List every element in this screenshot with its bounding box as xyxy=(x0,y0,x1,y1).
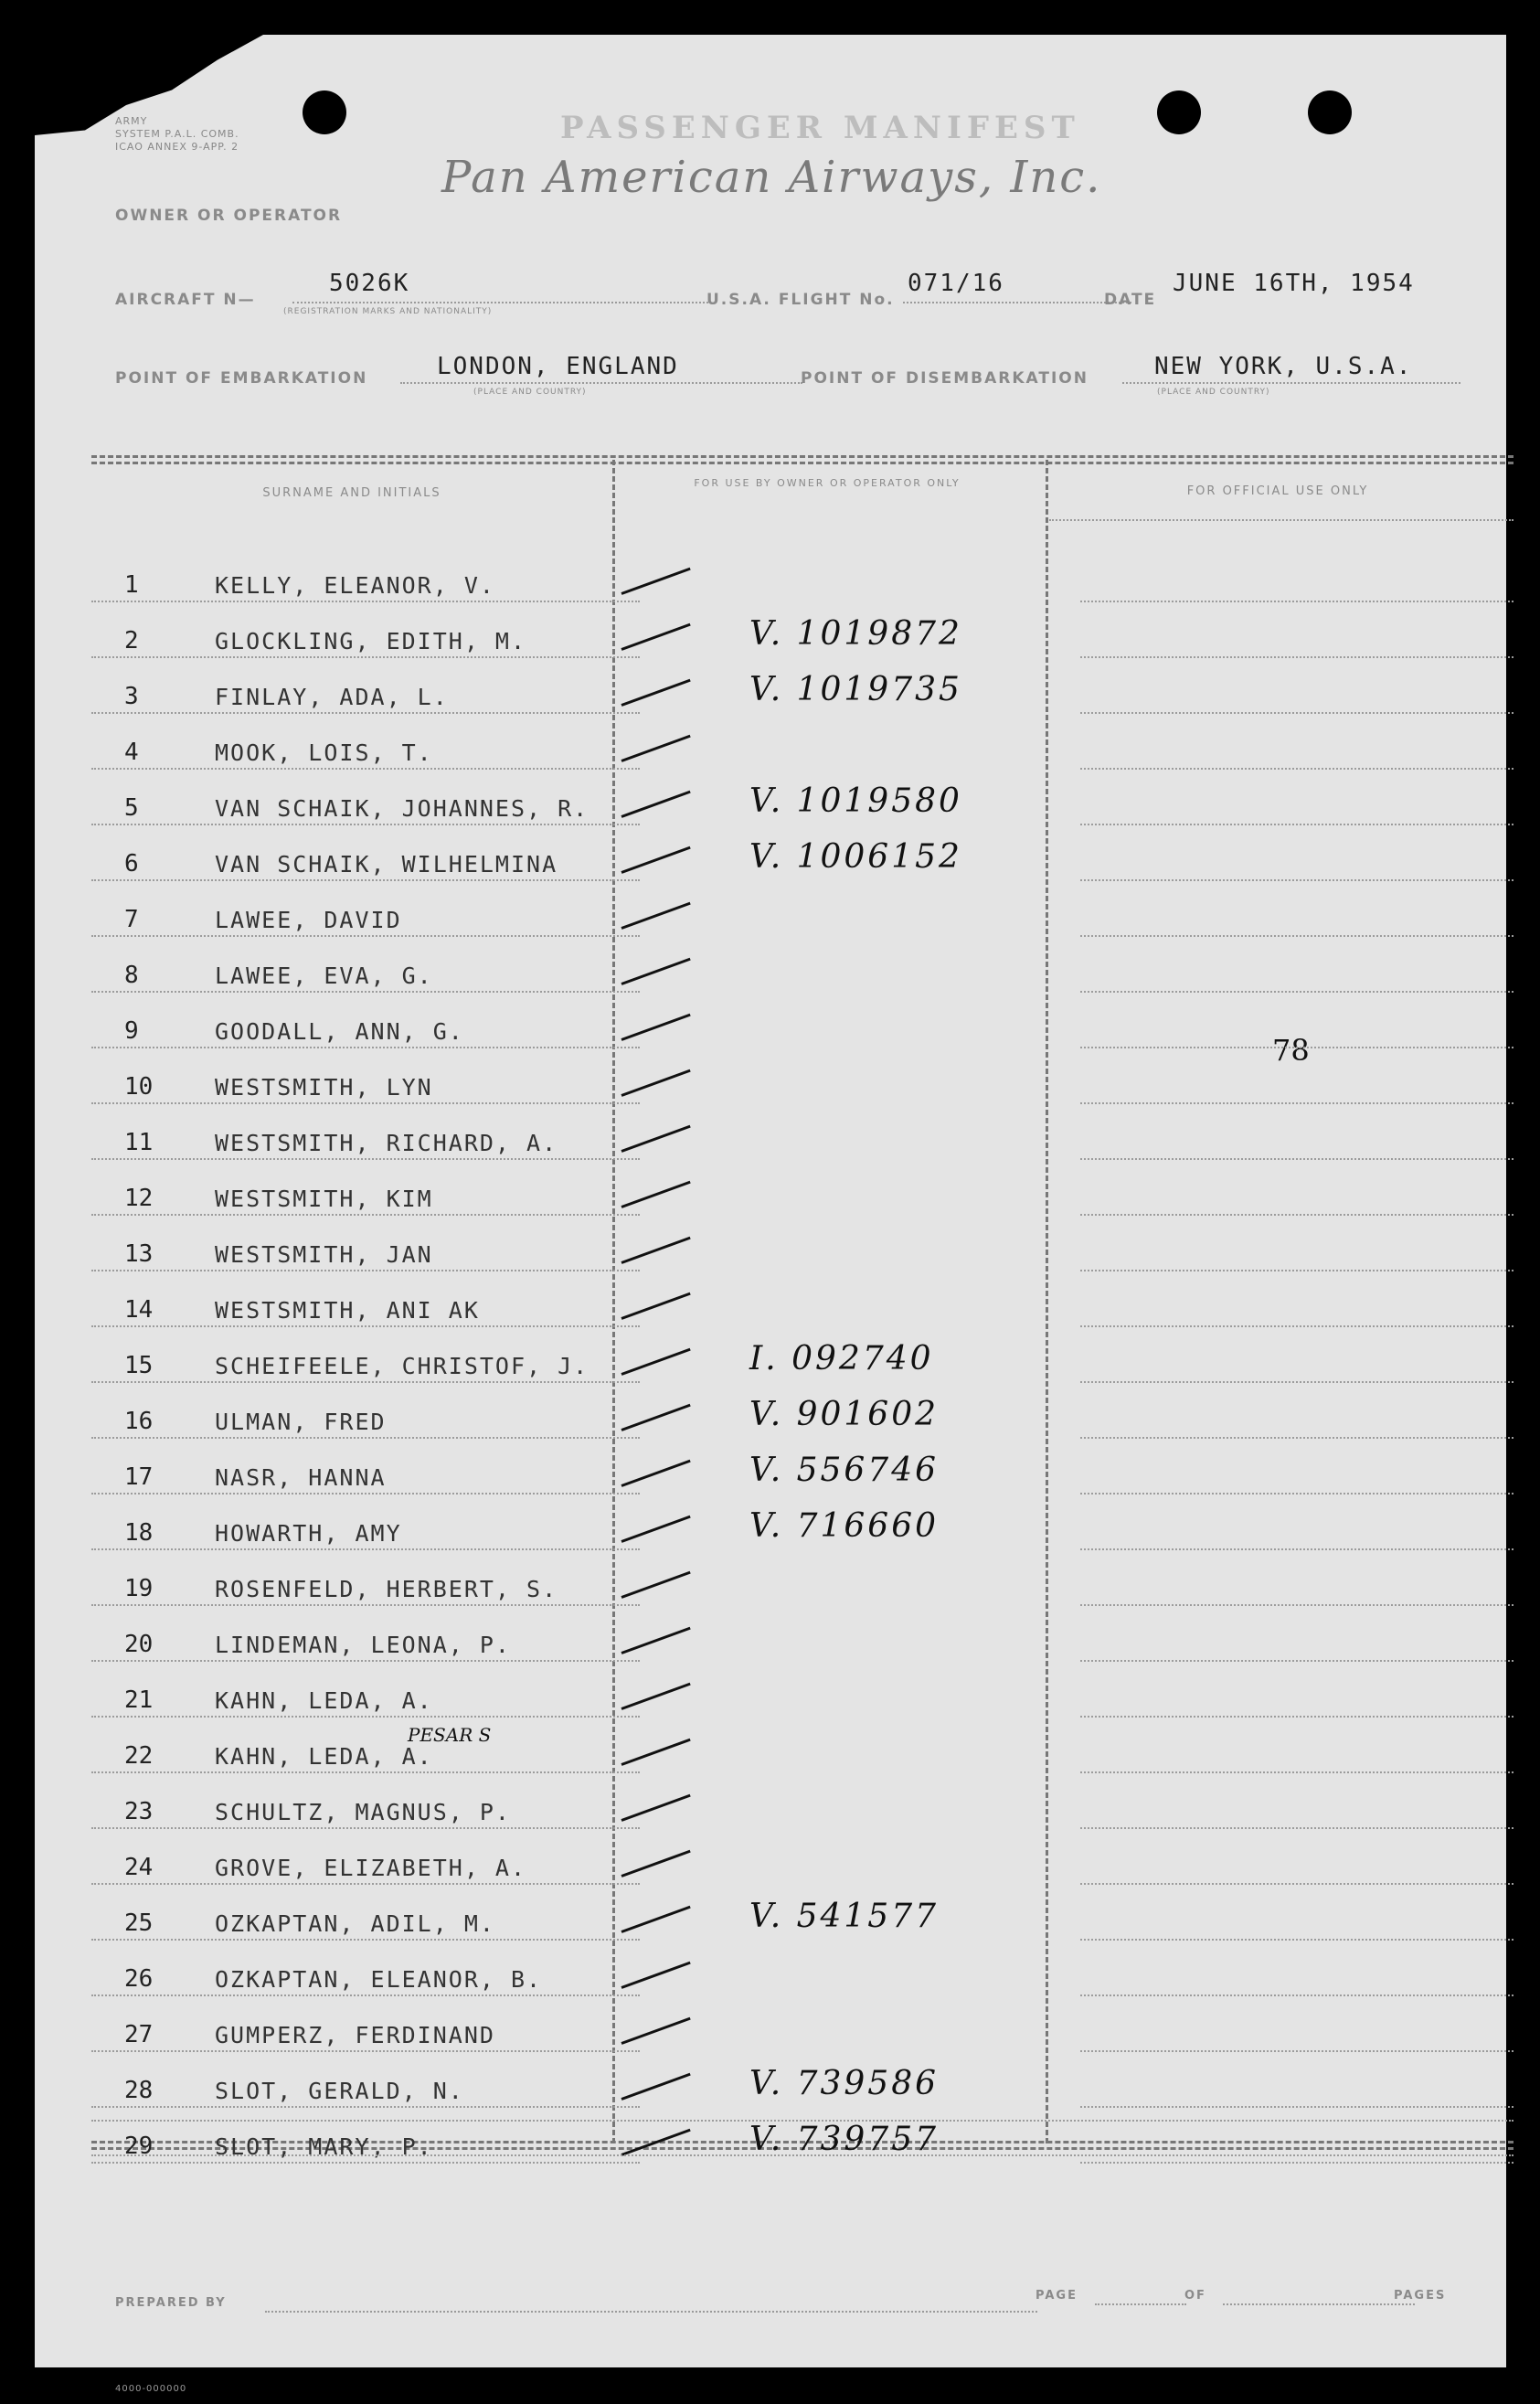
passenger-name: GROVE, ELIZABETH, A. xyxy=(215,1855,527,1881)
passenger-number: 16 xyxy=(124,1408,154,1435)
check-mark xyxy=(621,1739,690,1766)
passenger-name: SLOT, MARY, P. xyxy=(215,2133,433,2160)
passenger-row xyxy=(91,1606,1513,1662)
passenger-number: 19 xyxy=(124,1575,154,1602)
passenger-number: 17 xyxy=(124,1463,154,1491)
visa-number: V. 1006152 xyxy=(749,838,962,876)
passenger-name: LINDEMAN, LEONA, P. xyxy=(215,1632,511,1658)
passenger-name: WESTSMITH, LYN xyxy=(215,1074,433,1101)
passenger-name: WESTSMITH, RICHARD, A. xyxy=(215,1130,558,1156)
passenger-number: 28 xyxy=(124,2077,154,2104)
check-mark xyxy=(621,1237,690,1264)
passenger-number: 8 xyxy=(124,962,139,989)
passenger-number: 11 xyxy=(124,1129,154,1156)
passenger-name: LAWEE, DAVID xyxy=(215,907,402,933)
passenger-number: 14 xyxy=(124,1296,154,1324)
visa-number: V. 901602 xyxy=(749,1396,940,1433)
passenger-row xyxy=(91,1996,1513,2052)
visa-number: I. 092740 xyxy=(749,1340,934,1378)
passenger-row xyxy=(91,1829,1513,1885)
passenger-row xyxy=(91,1550,1513,1606)
airline-name: Pan American Airways, Inc. xyxy=(441,152,1102,203)
handwritten-correction: PESAR S xyxy=(408,1724,492,1746)
passenger-row xyxy=(91,1104,1513,1160)
check-mark xyxy=(621,902,690,930)
passenger-number: 2 xyxy=(124,627,139,654)
passenger-number: 26 xyxy=(124,1965,154,1993)
passenger-name: OZKAPTAN, ELEANOR, B. xyxy=(215,1966,543,1993)
check-mark xyxy=(621,846,690,874)
passenger-row xyxy=(91,547,1513,602)
visa-number: V. 739586 xyxy=(749,2065,940,2102)
passenger-row xyxy=(91,825,1513,881)
passenger-name: MOOK, LOIS, T. xyxy=(215,739,433,766)
embark-value: LONDON, ENGLAND xyxy=(437,353,679,380)
check-mark xyxy=(621,2017,690,2045)
of-label: OF xyxy=(1184,2289,1206,2303)
aircraft-sub: (REGISTRATION MARKS AND NATIONALITY) xyxy=(283,307,493,316)
visa-number: V. 1019580 xyxy=(749,782,962,820)
owner-use-column-header: FOR USE BY OWNER OR OPERATOR ONLY xyxy=(694,477,961,489)
passenger-name: NASR, HANNA xyxy=(215,1464,387,1491)
check-mark xyxy=(621,1516,690,1543)
check-mark xyxy=(621,1181,690,1208)
passenger-name: ULMAN, FRED xyxy=(215,1409,387,1435)
passenger-name: SCHEIFEELE, CHRISTOF, J. xyxy=(215,1353,589,1379)
check-mark xyxy=(621,1125,690,1153)
passenger-number: 9 xyxy=(124,1017,139,1045)
page-label: PAGE xyxy=(1036,2289,1078,2303)
flight-label: U.S.A. FLIGHT No. xyxy=(706,291,895,309)
official-use-column-header: FOR OFFICIAL USE ONLY xyxy=(1186,484,1369,498)
visa-number: V. 1019872 xyxy=(749,615,962,653)
check-mark xyxy=(621,1571,690,1599)
passenger-row xyxy=(91,602,1513,658)
check-mark xyxy=(621,1683,690,1710)
visa-number: V. 716660 xyxy=(749,1507,940,1545)
pages-label: PAGES xyxy=(1394,2289,1447,2303)
check-mark xyxy=(621,1962,690,1989)
passenger-name: WESTSMITH, KIM xyxy=(215,1186,433,1212)
passenger-row xyxy=(91,1383,1513,1439)
check-mark xyxy=(621,1292,690,1320)
aircraft-label: AIRCRAFT N— xyxy=(115,291,256,309)
check-mark xyxy=(621,1850,690,1877)
surname-column-header: SURNAME AND INITIALS xyxy=(262,486,441,500)
check-mark xyxy=(621,735,690,762)
punch-hole xyxy=(1157,90,1201,134)
passenger-name: KAHN, LEDA, A. xyxy=(215,1743,433,1770)
passenger-number: 24 xyxy=(124,1854,154,1881)
flight-value: 071/16 xyxy=(908,270,1004,297)
check-mark xyxy=(621,1460,690,1487)
passenger-number: 18 xyxy=(124,1519,154,1547)
passenger-number: 22 xyxy=(124,1742,154,1770)
passenger-number: 25 xyxy=(124,1909,154,1937)
passenger-row xyxy=(91,881,1513,937)
check-mark xyxy=(621,1014,690,1041)
passenger-row xyxy=(91,1662,1513,1718)
passenger-name: FINLAY, ADA, L. xyxy=(215,684,449,710)
passenger-number: 23 xyxy=(124,1798,154,1825)
form-ref-line: ARMY xyxy=(115,115,148,127)
passenger-name: WESTSMITH, JAN xyxy=(215,1241,433,1268)
passenger-name: GUMPERZ, FERDINAND xyxy=(215,2022,495,2048)
passenger-row xyxy=(91,714,1513,770)
passenger-number: 27 xyxy=(124,2021,154,2048)
passenger-number: 7 xyxy=(124,906,139,933)
passenger-row xyxy=(91,1160,1513,1216)
passenger-name: LAWEE, EVA, G. xyxy=(215,963,433,989)
check-mark xyxy=(621,1794,690,1822)
embark-sub: (PLACE AND COUNTRY) xyxy=(473,388,587,397)
passenger-name: GOODALL, ANN, G. xyxy=(215,1018,464,1045)
passenger-row xyxy=(91,1885,1513,1941)
form-number: 4000-000000 xyxy=(115,2384,187,2394)
disembark-value: NEW YORK, U.S.A. xyxy=(1154,353,1413,380)
passenger-name: VAN SCHAIK, JOHANNES, R. xyxy=(215,795,589,822)
check-mark xyxy=(621,958,690,985)
passenger-name: HOWARTH, AMY xyxy=(215,1520,402,1547)
passenger-row xyxy=(91,1327,1513,1383)
date-value: JUNE 16TH, 1954 xyxy=(1173,270,1415,297)
passenger-name: SLOT, GERALD, N. xyxy=(215,2078,464,2104)
passenger-name: GLOCKLING, EDITH, M. xyxy=(215,628,527,654)
passenger-name: VAN SCHAIK, WILHELMINA xyxy=(215,851,558,878)
passenger-number: 12 xyxy=(124,1185,154,1212)
passenger-number: 29 xyxy=(124,2133,154,2160)
visa-number: V. 1019735 xyxy=(749,671,962,708)
passenger-row xyxy=(91,1718,1513,1773)
check-mark xyxy=(621,568,690,595)
passenger-name: OZKAPTAN, ADIL, M. xyxy=(215,1910,495,1937)
passenger-row xyxy=(91,937,1513,993)
check-mark xyxy=(621,1627,690,1654)
visa-number: V. 541577 xyxy=(749,1898,940,1935)
check-mark xyxy=(621,679,690,707)
disembark-label: POINT OF DISEMBARKATION xyxy=(801,369,1089,388)
official-mark: 78 xyxy=(1272,1033,1310,1068)
form-ref xyxy=(115,115,239,154)
passenger-number: 6 xyxy=(124,850,139,878)
aircraft-value: 5026K xyxy=(329,270,410,297)
embark-label: POINT OF EMBARKATION xyxy=(115,369,368,388)
passenger-number: 5 xyxy=(124,794,139,822)
check-mark xyxy=(621,1348,690,1376)
passenger-number: 3 xyxy=(124,683,139,710)
visa-number: V. 556746 xyxy=(749,1452,940,1489)
passenger-name: KELLY, ELEANOR, V. xyxy=(215,572,495,599)
check-mark xyxy=(621,1906,690,1933)
manifest-title: PASSENGER MANIFEST xyxy=(560,110,1080,146)
passenger-name: WESTSMITH, ANI AK xyxy=(215,1297,480,1324)
owner-label: OWNER OR OPERATOR xyxy=(115,207,343,225)
passenger-number: 13 xyxy=(124,1240,154,1268)
passenger-row xyxy=(91,770,1513,825)
passenger-row xyxy=(91,1773,1513,1829)
passenger-number: 1 xyxy=(124,571,139,599)
passenger-number: 20 xyxy=(124,1631,154,1658)
passenger-row xyxy=(91,658,1513,714)
prepared-by-label: PREPARED BY xyxy=(115,2296,227,2310)
passenger-name: ROSENFELD, HERBERT, S. xyxy=(215,1576,558,1602)
passenger-name: SCHULTZ, MAGNUS, P. xyxy=(215,1799,511,1825)
passenger-row xyxy=(91,993,1513,1048)
disembark-sub: (PLACE AND COUNTRY) xyxy=(1157,388,1270,397)
passenger-row xyxy=(91,1216,1513,1271)
passenger-row xyxy=(91,1439,1513,1495)
check-mark xyxy=(621,1404,690,1431)
blank-row xyxy=(91,2101,1513,2156)
visa-number: V. 739757 xyxy=(749,2121,940,2158)
passenger-row xyxy=(91,1271,1513,1327)
form-ref-line: SYSTEM P.A.L. COMB. xyxy=(115,128,239,140)
manifest-page xyxy=(35,35,1506,2394)
passenger-row xyxy=(91,1048,1513,1104)
passenger-name: KAHN, LEDA, A. xyxy=(215,1687,433,1714)
check-mark xyxy=(621,1069,690,1097)
form-ref-line: ICAO ANNEX 9-APP. 2 xyxy=(115,141,239,153)
check-mark xyxy=(621,791,690,818)
check-mark xyxy=(621,623,690,651)
passenger-number: 10 xyxy=(124,1073,154,1101)
date-label: DATE xyxy=(1104,291,1157,309)
passenger-number: 15 xyxy=(124,1352,154,1379)
passenger-number: 21 xyxy=(124,1686,154,1714)
punch-hole xyxy=(303,90,346,134)
passenger-number: 4 xyxy=(124,739,139,766)
passenger-row xyxy=(91,1941,1513,1996)
punch-hole xyxy=(1308,90,1352,134)
passenger-row xyxy=(91,1495,1513,1550)
